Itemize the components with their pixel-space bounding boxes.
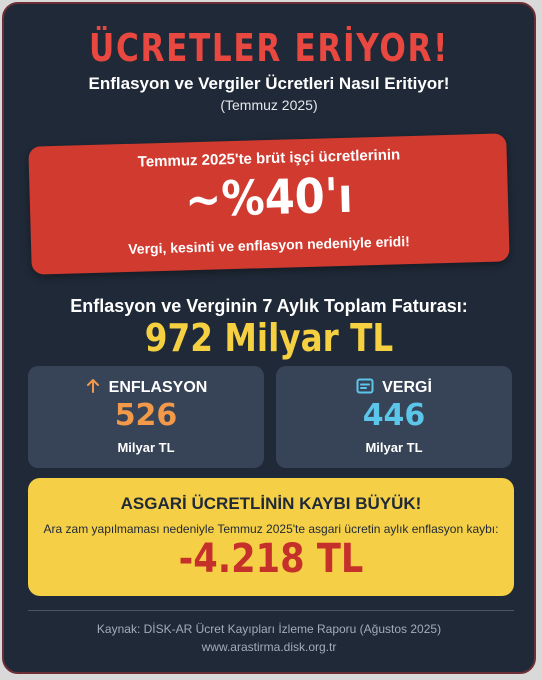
tax-value: 446 xyxy=(362,398,426,433)
total-value: 972 Milyar TL xyxy=(144,316,394,360)
inflation-header xyxy=(28,378,264,399)
highlight-reason: Vergi, kesinti ve enflasyon nedeniyle eridi! xyxy=(127,233,410,257)
inflation-value: 526 xyxy=(114,398,178,433)
tax-label: VERGİ xyxy=(382,379,432,396)
highlight-percentage: ~%40'ı xyxy=(184,167,354,229)
arrow-up-icon xyxy=(85,378,101,399)
tax-header xyxy=(276,378,512,399)
inflation-unit: Milyar TL xyxy=(117,440,175,455)
minimum-wage-title: ASGARİ ÜCRETLİNİN KAYBI BÜYÜK! xyxy=(120,494,422,513)
inflation-label: ENFLASYON xyxy=(108,379,208,396)
minimum-wage-description: Ara zam yapılmaması nedeniyle Temmuz 2025'te asgari ücretin aylık enflasyon kaybı: xyxy=(43,522,499,536)
minimum-wage-loss: -4.218 TL xyxy=(178,536,364,582)
inflation-box xyxy=(28,366,264,468)
page-subtitle: Enflasyon ve Vergiler Ücretleri Nasıl Eritiyor! xyxy=(88,74,450,93)
page-title: ÜCRETLER ERİYOR! xyxy=(89,26,449,70)
period-label: (Temmuz 2025) xyxy=(220,97,318,113)
total-label: Enflasyon ve Verginin 7 Aylık Toplam Faturası: xyxy=(70,296,468,316)
tax-box xyxy=(276,366,512,468)
footer-divider xyxy=(28,610,514,611)
highlight-intro: Temmuz 2025'te brüt işçi ücretlerinin xyxy=(137,146,401,171)
tax-unit: Milyar TL xyxy=(365,440,423,455)
website-link[interactable]: www.arastirma.disk.org.tr xyxy=(201,640,337,654)
minimum-wage-panel xyxy=(28,478,514,596)
receipt-icon xyxy=(356,378,374,399)
source-text: Kaynak: DİSK-AR Ücret Kayıpları İzleme Raporu (Ağustos 2025) xyxy=(96,622,442,636)
